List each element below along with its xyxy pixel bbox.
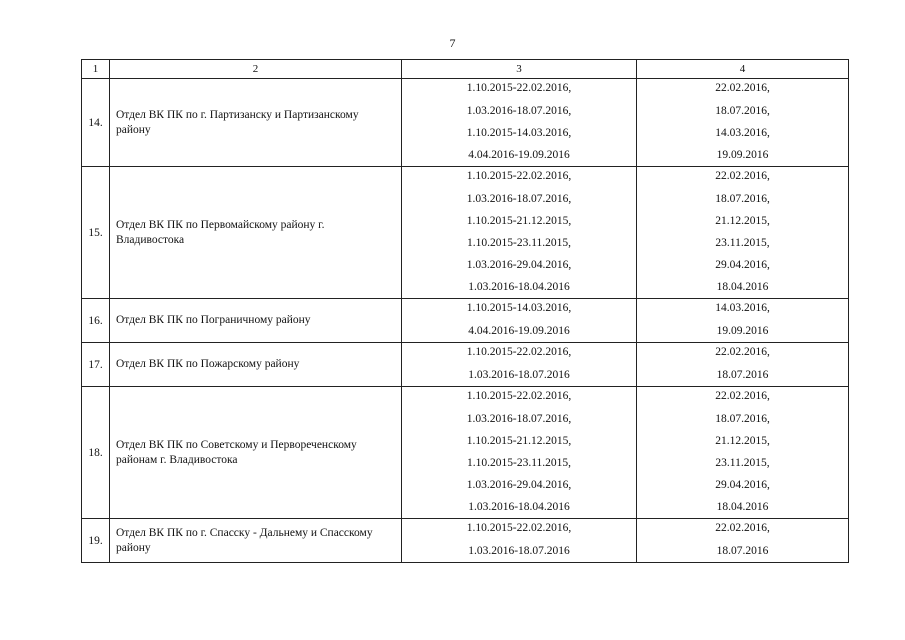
districts-table [81,59,849,563]
period-range: 1.03.2016-18.07.2016, [466,105,572,117]
row-number: 19. [82,519,110,563]
table-row [82,343,849,387]
end-date: 18.04.2016 [716,281,769,293]
period-range: 1.10.2015-22.02.2016, [466,170,572,182]
row-number: 14. [82,79,110,167]
period-range: 1.03.2016-18.07.2016, [466,193,572,205]
period-range: 4.04.2016-19.09.2016 [468,325,570,337]
row-number: 18. [82,387,110,519]
period-range: 1.10.2015-22.02.2016, [466,390,572,402]
end-date: 29.04.2016, [715,479,770,491]
period-range: 1.10.2015-22.02.2016, [466,346,572,358]
period-cell [402,343,637,387]
end-date: 18.07.2016, [715,105,770,117]
period-range: 1.03.2016-18.04.2016 [468,501,570,513]
period-cell [402,387,637,519]
header-col-1: 1 [82,60,110,79]
period-range: 1.10.2015-23.11.2015, [466,457,572,469]
period-range: 1.10.2015-21.12.2015, [466,435,572,447]
end-date: 18.07.2016, [715,413,770,425]
end-date: 22.02.2016, [715,522,770,534]
header-row [82,60,849,79]
table-row [82,167,849,299]
department-name: Отдел ВК ПК по Пограничному району [110,299,402,343]
end-date: 22.02.2016, [715,170,770,182]
period-range: 1.10.2015-22.02.2016, [466,82,572,94]
department-name: Отдел ВК ПК по Советскому и Первореченскому районам г. Владивостока [110,387,402,519]
end-date: 23.11.2015, [715,457,770,469]
end-date-cell [637,343,849,387]
table-row [82,79,849,167]
table-row [82,519,849,563]
end-date: 18.07.2016, [715,193,770,205]
period-range: 1.10.2015-14.03.2016, [466,302,572,314]
end-date: 23.11.2015, [715,237,770,249]
period-cell [402,167,637,299]
end-date: 18.07.2016 [716,369,769,381]
period-cell [402,79,637,167]
department-name: Отдел ВК ПК по г. Спасску - Дальнему и Спасскому району [110,519,402,563]
table-row [82,387,849,519]
header-col-3: 3 [402,60,637,79]
row-number: 16. [82,299,110,343]
row-number: 15. [82,167,110,299]
header-col-2: 2 [110,60,402,79]
end-date-cell [637,299,849,343]
end-date-cell [637,519,849,563]
period-cell [402,299,637,343]
end-date: 18.04.2016 [716,501,769,513]
end-date: 14.03.2016, [715,127,770,139]
table-row [82,299,849,343]
end-date: 19.09.2016 [716,149,769,161]
page-number: 7 [449,36,456,50]
department-name: Отдел ВК ПК по Первомайскому району г. Владивостока [110,167,402,299]
end-date-cell [637,79,849,167]
department-name: Отдел ВК ПК по Пожарскому району [110,343,402,387]
end-date: 22.02.2016, [715,346,770,358]
period-range: 1.03.2016-18.07.2016 [468,545,570,557]
end-date-cell [637,387,849,519]
end-date: 29.04.2016, [715,259,770,271]
period-range: 1.03.2016-18.07.2016 [468,369,570,381]
period-range: 1.10.2015-14.03.2016, [466,127,572,139]
period-range: 4.04.2016-19.09.2016 [468,149,570,161]
period-range: 1.03.2016-18.04.2016 [468,281,570,293]
end-date: 19.09.2016 [716,325,769,337]
end-date: 14.03.2016, [715,302,770,314]
period-range: 1.03.2016-29.04.2016, [466,259,572,271]
period-range: 1.03.2016-18.07.2016, [466,413,572,425]
period-range: 1.03.2016-29.04.2016, [466,479,572,491]
end-date-cell [637,167,849,299]
department-name: Отдел ВК ПК по г. Партизанску и Партизанскому району [110,79,402,167]
end-date: 18.07.2016 [716,545,769,557]
period-cell [402,519,637,563]
end-date: 21.12.2015, [715,215,770,227]
period-range: 1.10.2015-21.12.2015, [466,215,572,227]
end-date: 21.12.2015, [715,435,770,447]
period-range: 1.10.2015-22.02.2016, [466,522,572,534]
period-range: 1.10.2015-23.11.2015, [466,237,572,249]
row-number: 17. [82,343,110,387]
header-col-4: 4 [637,60,849,79]
end-date: 22.02.2016, [715,390,770,402]
end-date: 22.02.2016, [715,82,770,94]
